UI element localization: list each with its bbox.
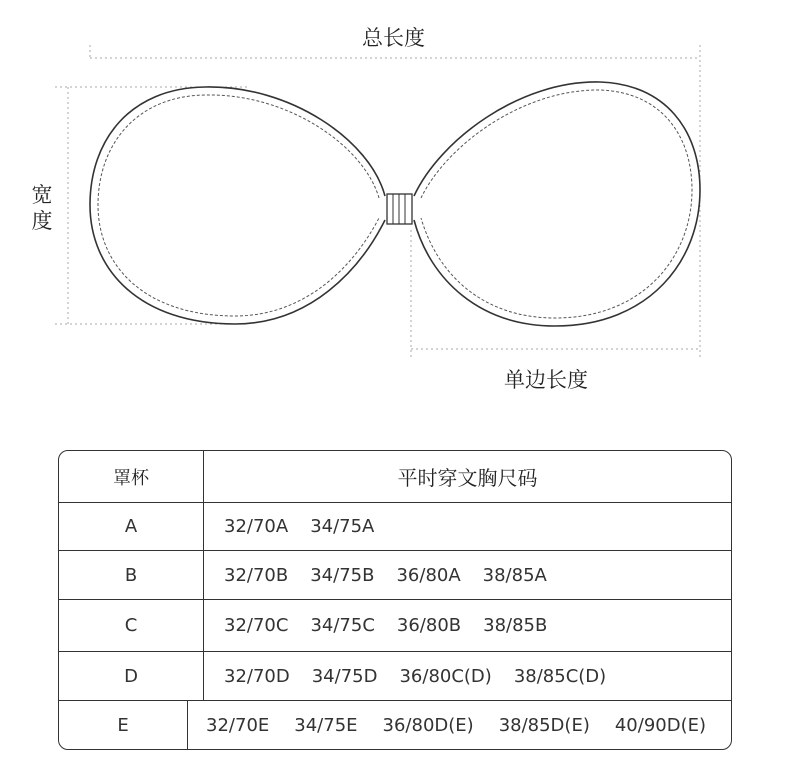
size-value: 38/85C(D) <box>513 665 607 687</box>
cup-cell: A <box>59 503 204 550</box>
size-value: 34/75B <box>310 564 375 586</box>
width-label-char: 度 <box>31 209 53 233</box>
table-row <box>59 550 731 599</box>
size-value: 32/70E <box>206 714 270 736</box>
cup-column-header: 罩杯 <box>59 451 204 502</box>
size-value: 32/70A <box>224 516 289 537</box>
size-value: 36/80D(E) <box>382 714 474 736</box>
size-value: 36/80A <box>396 564 461 586</box>
center-clasp <box>387 194 412 224</box>
sizes-cell <box>204 600 731 651</box>
size-value: 32/70C <box>224 615 289 636</box>
width-label-char: 宽 <box>31 183 53 207</box>
sizes-column-header: 平时穿文胸尺码 <box>397 466 538 490</box>
size-value: 38/85A <box>482 564 547 586</box>
size-chart-table <box>58 450 732 750</box>
size-value: 40/90D(E) <box>614 714 706 736</box>
table-header-row <box>59 451 731 502</box>
size-value: 36/80B <box>396 615 462 636</box>
right-cup-stitching <box>421 90 692 318</box>
size-value: 32/70B <box>224 564 289 586</box>
size-value: 34/75D <box>311 665 378 687</box>
cup-cell: E <box>59 701 188 749</box>
cup-cell: D <box>59 652 204 700</box>
cup-cell: B <box>59 551 204 599</box>
table-row <box>59 700 731 749</box>
table-row <box>59 599 731 651</box>
table-row <box>59 502 731 550</box>
sizes-cell <box>188 701 731 749</box>
left-cup-outline <box>90 87 385 324</box>
sizes-cell <box>204 503 731 550</box>
left-cup-stitching <box>98 95 379 316</box>
sizes-cell <box>204 551 731 599</box>
total-length-label: 总长度 <box>362 26 425 50</box>
single-side-length-label: 单边长度 <box>504 368 588 392</box>
sizes-cell <box>204 652 731 700</box>
size-value: 34/75C <box>310 615 375 636</box>
cup-cell: C <box>59 600 204 651</box>
size-value: 32/70D <box>224 665 290 687</box>
size-value: 38/85D(E) <box>498 714 590 736</box>
size-value: 36/80C(D) <box>399 665 492 687</box>
right-cup-outline <box>414 82 700 326</box>
table-row <box>59 651 731 700</box>
size-value: 34/75E <box>294 714 358 736</box>
size-value: 34/75A <box>310 516 375 537</box>
size-value: 38/85B <box>483 615 548 636</box>
width-label <box>30 182 54 234</box>
